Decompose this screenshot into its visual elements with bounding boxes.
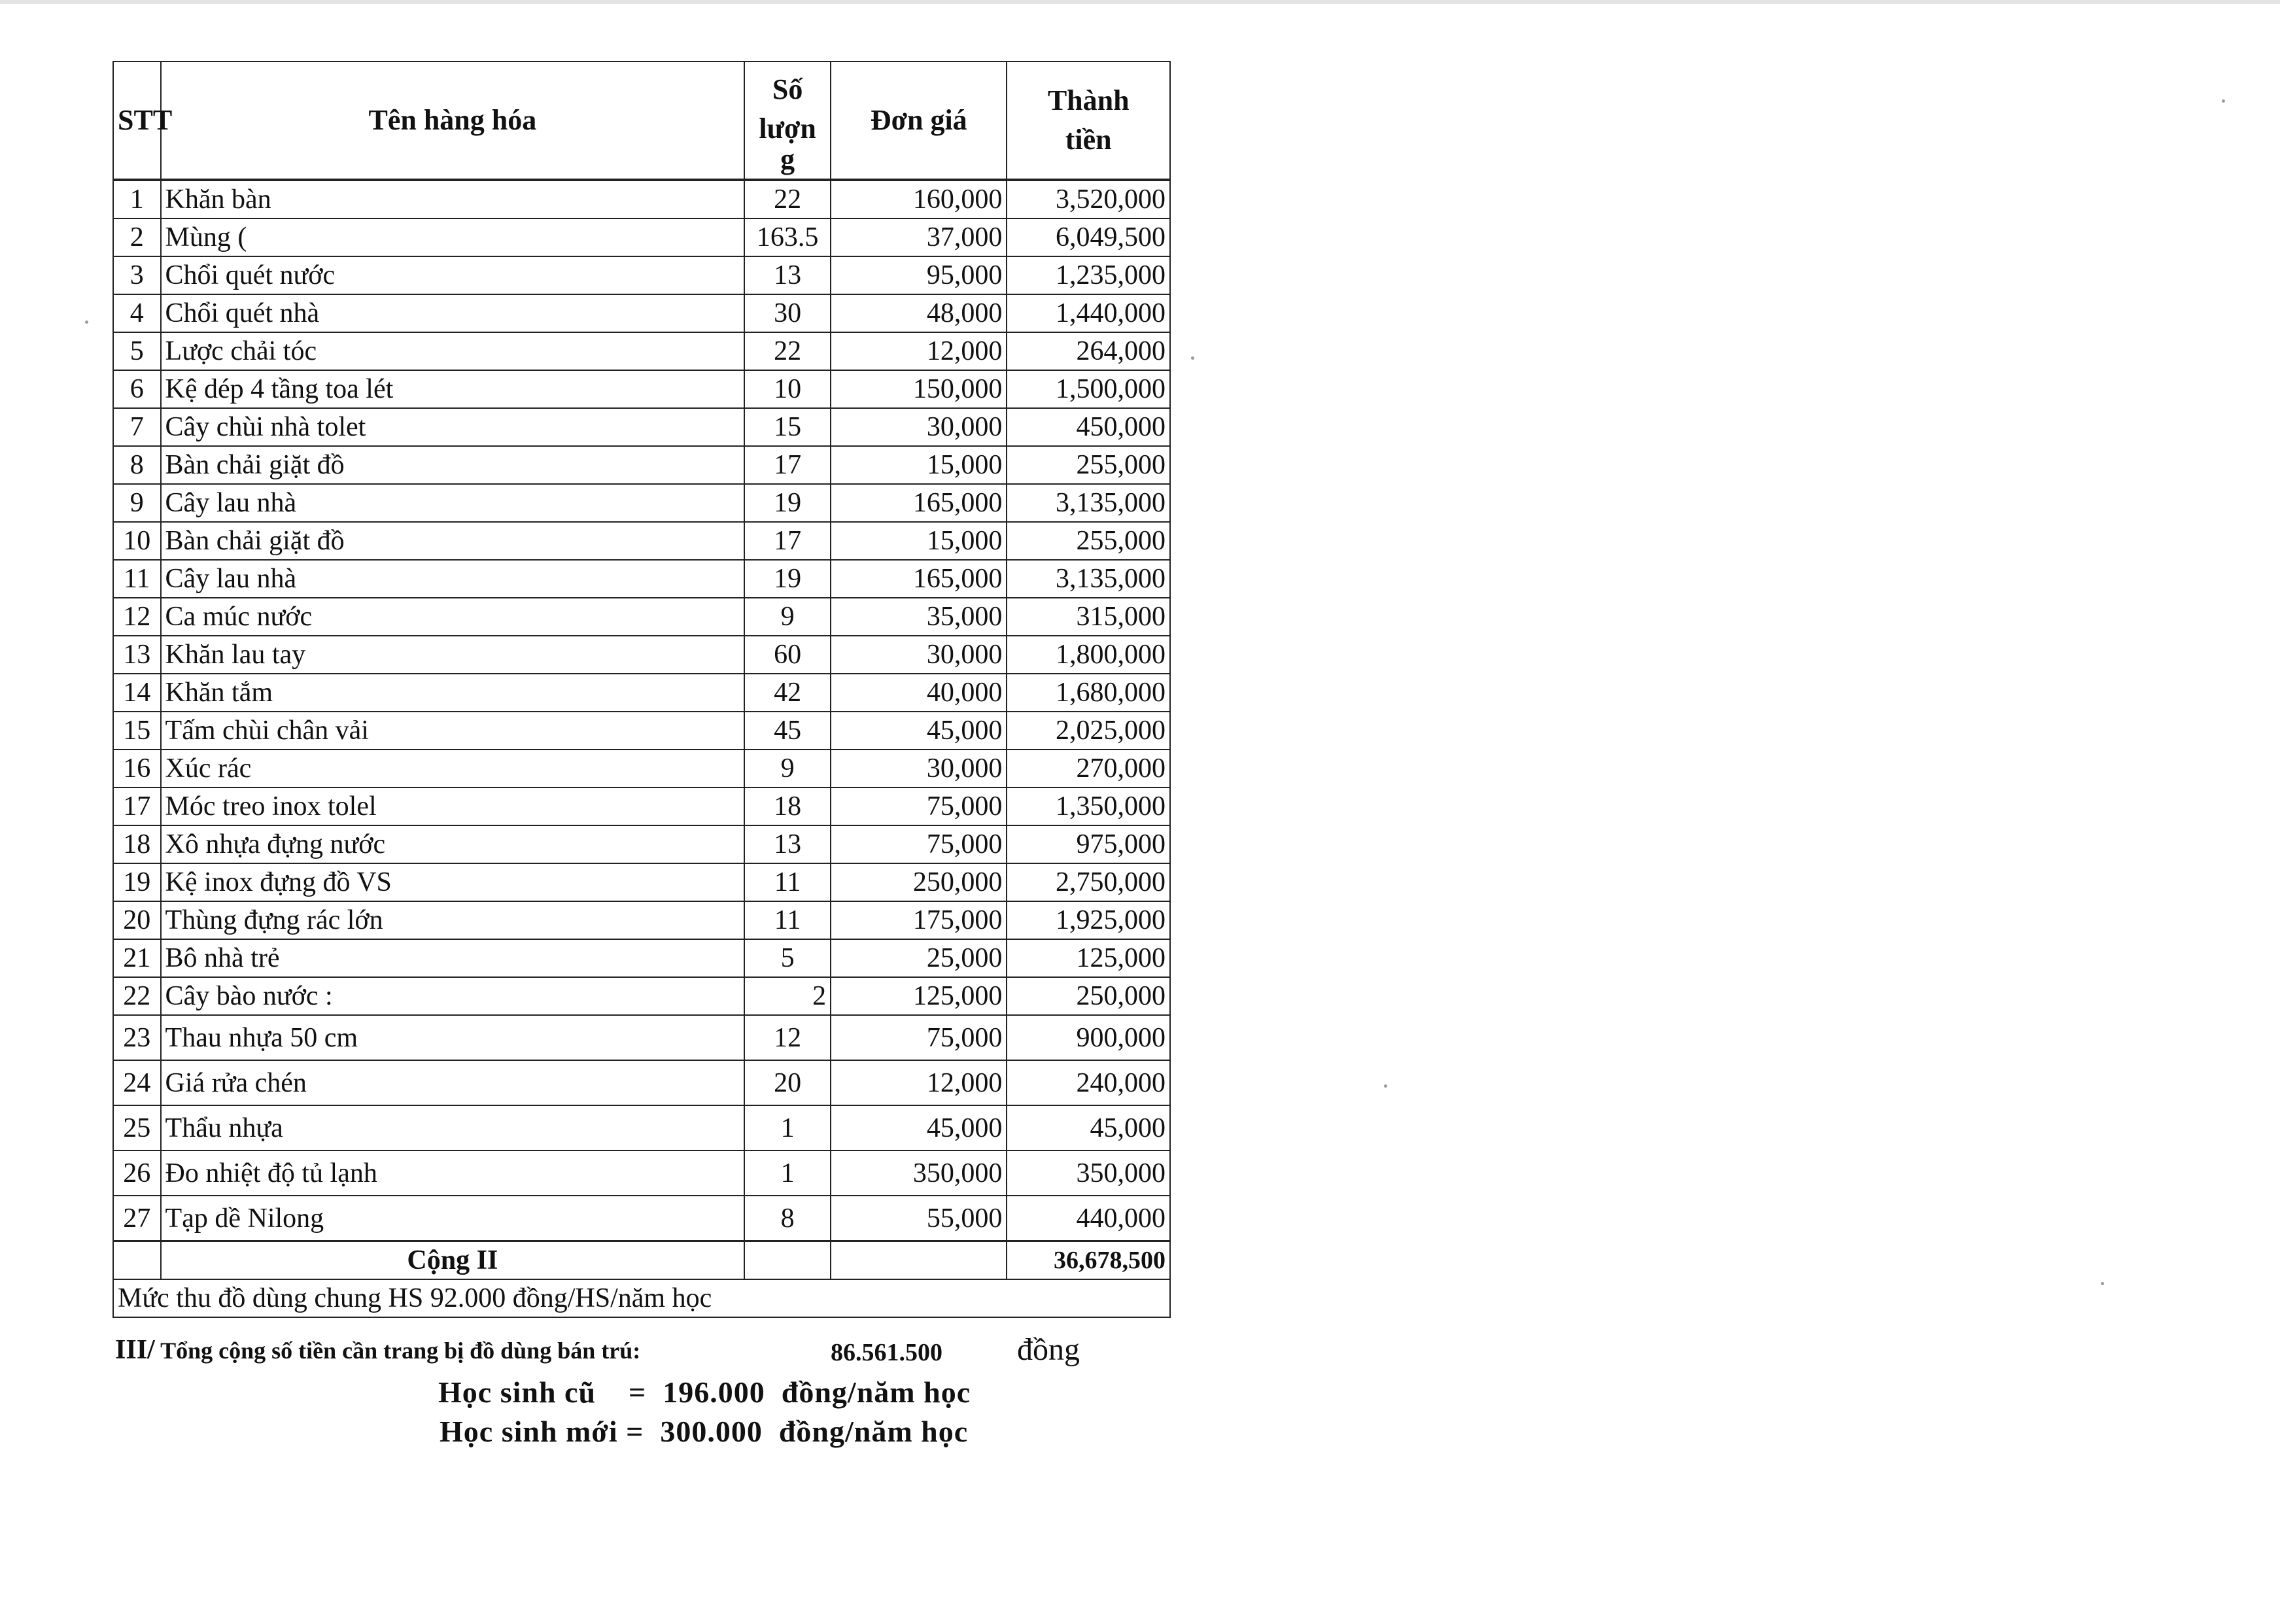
row-price: 30,000 [831, 408, 1007, 446]
row-name: Xô nhựa đựng nước [161, 825, 745, 863]
total-amount: 86.561.500 [831, 1339, 942, 1366]
row-price: 160,000 [831, 180, 1007, 218]
table-row [113, 294, 1170, 332]
table-row [113, 180, 1170, 218]
row-price: 350,000 [831, 1150, 1007, 1196]
section-text: Tổng cộng số tiền cần trang bị đồ dùng bán trú: [160, 1338, 641, 1364]
row-price: 165,000 [831, 484, 1007, 522]
row-price: 55,000 [831, 1196, 1007, 1241]
row-total: 1,800,000 [1007, 636, 1170, 674]
row-stt: 18 [113, 825, 161, 863]
header-name: Tên hàng hóa [161, 61, 745, 180]
row-qty: 8 [744, 1196, 831, 1241]
table-row [113, 370, 1170, 408]
table-row [113, 939, 1170, 977]
row-total: 315,000 [1007, 598, 1170, 636]
row-stt: 19 [113, 863, 161, 901]
table-row [113, 1060, 1170, 1105]
goods-table [112, 61, 1171, 1318]
table-row [113, 1015, 1170, 1060]
row-stt: 11 [113, 560, 161, 598]
row-name: Khăn bàn [161, 180, 745, 218]
row-stt: 24 [113, 1060, 161, 1105]
table-row [113, 1105, 1170, 1150]
row-stt: 5 [113, 332, 161, 370]
row-qty: 19 [744, 560, 831, 598]
table-row [113, 825, 1170, 863]
row-qty: 2 [744, 977, 831, 1015]
row-price: 250,000 [831, 863, 1007, 901]
row-qty: 20 [744, 1060, 831, 1105]
row-total: 3,135,000 [1007, 560, 1170, 598]
header-price: Đơn giá [831, 61, 1007, 180]
row-qty: 5 [744, 939, 831, 977]
row-price: 75,000 [831, 1015, 1007, 1060]
table-row [113, 901, 1170, 939]
row-total: 6,049,500 [1007, 218, 1170, 256]
row-name: Cây lau nhà [161, 560, 745, 598]
row-price: 25,000 [831, 939, 1007, 977]
header-total-line: tiền [1065, 124, 1112, 156]
row-stt: 6 [113, 370, 161, 408]
row-price: 75,000 [831, 825, 1007, 863]
row-stt: 23 [113, 1015, 161, 1060]
fee-note: Mức thu đồ dùng chung HS 92.000 đồng/HS/năm học [113, 1279, 1170, 1317]
row-name: Chổi quét nhà [161, 294, 745, 332]
table-row [113, 712, 1170, 750]
row-qty: 17 [744, 446, 831, 484]
row-total: 1,350,000 [1007, 787, 1170, 825]
row-qty: 17 [744, 522, 831, 560]
row-name: Thùng đựng rác lớn [161, 901, 745, 939]
row-price: 150,000 [831, 370, 1007, 408]
row-total: 900,000 [1007, 1015, 1170, 1060]
row-name: Cây chùi nhà tolet [161, 408, 745, 446]
row-price: 40,000 [831, 674, 1007, 712]
row-stt: 8 [113, 446, 161, 484]
row-total: 1,680,000 [1007, 674, 1170, 712]
row-total: 45,000 [1007, 1105, 1170, 1150]
row-name: Bàn chải giặt đồ [161, 522, 745, 560]
table-row [113, 977, 1170, 1015]
table-row [113, 598, 1170, 636]
row-stt: 22 [113, 977, 161, 1015]
row-price: 15,000 [831, 446, 1007, 484]
table-row [113, 522, 1170, 560]
row-name: Bàn chải giặt đồ [161, 446, 745, 484]
row-stt: 2 [113, 218, 161, 256]
table-row [113, 787, 1170, 825]
header-qty [744, 61, 831, 180]
row-name: Thau nhựa 50 cm [161, 1015, 745, 1060]
row-total: 440,000 [1007, 1196, 1170, 1241]
row-name: Thẩu nhựa [161, 1105, 745, 1150]
row-total: 1,500,000 [1007, 370, 1170, 408]
subtotal-blank [113, 1241, 161, 1280]
table-row [113, 674, 1170, 712]
row-name: Lược chải tóc [161, 332, 745, 370]
row-qty: 1 [744, 1150, 831, 1196]
row-name: Xúc rác [161, 750, 745, 787]
row-stt: 1 [113, 180, 161, 218]
row-price: 45,000 [831, 712, 1007, 750]
subtotal-blank [831, 1241, 1007, 1280]
scan-speck [85, 320, 88, 324]
row-total: 2,750,000 [1007, 863, 1170, 901]
subtotal-label: Cộng II [161, 1241, 745, 1280]
row-name: Móc treo inox tolel [161, 787, 745, 825]
row-stt: 21 [113, 939, 161, 977]
row-total: 1,440,000 [1007, 294, 1170, 332]
row-qty: 19 [744, 484, 831, 522]
row-qty: 11 [744, 863, 831, 901]
row-name: Giá rửa chén [161, 1060, 745, 1105]
row-total: 975,000 [1007, 825, 1170, 863]
row-price: 15,000 [831, 522, 1007, 560]
row-total: 250,000 [1007, 977, 1170, 1015]
table-row [113, 1196, 1170, 1241]
row-price: 30,000 [831, 636, 1007, 674]
row-stt: 12 [113, 598, 161, 636]
row-qty: 22 [744, 332, 831, 370]
row-total: 240,000 [1007, 1060, 1170, 1105]
table-row [113, 560, 1170, 598]
header-total [1007, 61, 1170, 180]
row-stt: 16 [113, 750, 161, 787]
header-qty-line: g [780, 143, 795, 175]
row-name: Tấm chùi chân vải [161, 712, 745, 750]
table-row [113, 256, 1170, 294]
scan-speck [1191, 356, 1194, 360]
row-qty: 1 [744, 1105, 831, 1150]
fee-old-students: Học sinh cũ = 196.000 đồng/năm học [438, 1375, 971, 1409]
row-price: 30,000 [831, 750, 1007, 787]
subtotal-value: 36,678,500 [1007, 1241, 1170, 1280]
row-qty: 60 [744, 636, 831, 674]
row-qty: 45 [744, 712, 831, 750]
row-total: 255,000 [1007, 522, 1170, 560]
amount-unit: đồng [1017, 1332, 1080, 1367]
row-price: 45,000 [831, 1105, 1007, 1150]
row-price: 95,000 [831, 256, 1007, 294]
row-total: 3,135,000 [1007, 484, 1170, 522]
note-row [113, 1279, 1170, 1317]
fee-new-students: Học sinh mới = 300.000 đồng/năm học [440, 1415, 969, 1448]
row-total: 350,000 [1007, 1150, 1170, 1196]
table-row [113, 218, 1170, 256]
row-name: Đo nhiệt độ tủ lạnh [161, 1150, 745, 1196]
row-price: 35,000 [831, 598, 1007, 636]
scan-speck [2101, 1282, 2104, 1285]
row-qty: 18 [744, 787, 831, 825]
row-stt: 26 [113, 1150, 161, 1196]
scan-top-edge [0, 0, 2280, 4]
row-qty: 9 [744, 598, 831, 636]
row-name: Cây bào nước : [161, 977, 745, 1015]
header-total-line: Thành [1047, 84, 1130, 116]
row-name: Cây lau nhà [161, 484, 745, 522]
row-name: Kệ inox đựng đồ VS [161, 863, 745, 901]
row-qty: 22 [744, 180, 831, 218]
row-qty: 42 [744, 674, 831, 712]
row-stt: 7 [113, 408, 161, 446]
row-qty: 15 [744, 408, 831, 446]
row-stt: 13 [113, 636, 161, 674]
row-price: 12,000 [831, 1060, 1007, 1105]
row-stt: 10 [113, 522, 161, 560]
row-price: 37,000 [831, 218, 1007, 256]
row-name: Kệ dép 4 tầng toa lét [161, 370, 745, 408]
row-name: Chổi quét nước [161, 256, 745, 294]
row-price: 125,000 [831, 977, 1007, 1015]
table-row [113, 484, 1170, 522]
row-stt: 4 [113, 294, 161, 332]
summary-line [115, 1334, 640, 1366]
row-total: 264,000 [1007, 332, 1170, 370]
row-price: 75,000 [831, 787, 1007, 825]
row-total: 255,000 [1007, 446, 1170, 484]
header-qty-line: lượn [759, 112, 816, 145]
table-row [113, 332, 1170, 370]
row-total: 1,235,000 [1007, 256, 1170, 294]
row-name: Khăn lau tay [161, 636, 745, 674]
table-row [113, 750, 1170, 787]
table-row [113, 408, 1170, 446]
table-row [113, 446, 1170, 484]
row-qty: 30 [744, 294, 831, 332]
row-qty: 11 [744, 901, 831, 939]
table-row [113, 1150, 1170, 1196]
row-name: Tạp dề Nilong [161, 1196, 745, 1241]
row-total: 3,520,000 [1007, 180, 1170, 218]
row-qty: 12 [744, 1015, 831, 1060]
scan-speck [1384, 1084, 1387, 1088]
row-stt: 15 [113, 712, 161, 750]
row-total: 125,000 [1007, 939, 1170, 977]
row-name: Ca múc nước [161, 598, 745, 636]
row-stt: 3 [113, 256, 161, 294]
row-name: Khăn tắm [161, 674, 745, 712]
subtotal-row [113, 1241, 1170, 1280]
header-stt: STT [113, 61, 161, 180]
scan-speck [2222, 99, 2225, 103]
row-stt: 27 [113, 1196, 161, 1241]
row-stt: 25 [113, 1105, 161, 1150]
row-qty: 9 [744, 750, 831, 787]
row-price: 12,000 [831, 332, 1007, 370]
section-tag: III/ [115, 1335, 155, 1365]
row-qty: 13 [744, 825, 831, 863]
row-total: 1,925,000 [1007, 901, 1170, 939]
row-name: Bô nhà trẻ [161, 939, 745, 977]
row-price: 175,000 [831, 901, 1007, 939]
row-stt: 17 [113, 787, 161, 825]
row-qty: 13 [744, 256, 831, 294]
table-row [113, 863, 1170, 901]
row-name: Mùng ( [161, 218, 745, 256]
table-header-row [113, 61, 1170, 180]
row-stt: 9 [113, 484, 161, 522]
row-price: 48,000 [831, 294, 1007, 332]
row-total: 270,000 [1007, 750, 1170, 787]
row-total: 2,025,000 [1007, 712, 1170, 750]
header-qty-line: Số [772, 73, 803, 105]
row-stt: 14 [113, 674, 161, 712]
row-total: 450,000 [1007, 408, 1170, 446]
row-price: 165,000 [831, 560, 1007, 598]
subtotal-blank [744, 1241, 831, 1280]
row-qty: 163.5 [744, 218, 831, 256]
table-row [113, 636, 1170, 674]
row-stt: 20 [113, 901, 161, 939]
row-qty: 10 [744, 370, 831, 408]
